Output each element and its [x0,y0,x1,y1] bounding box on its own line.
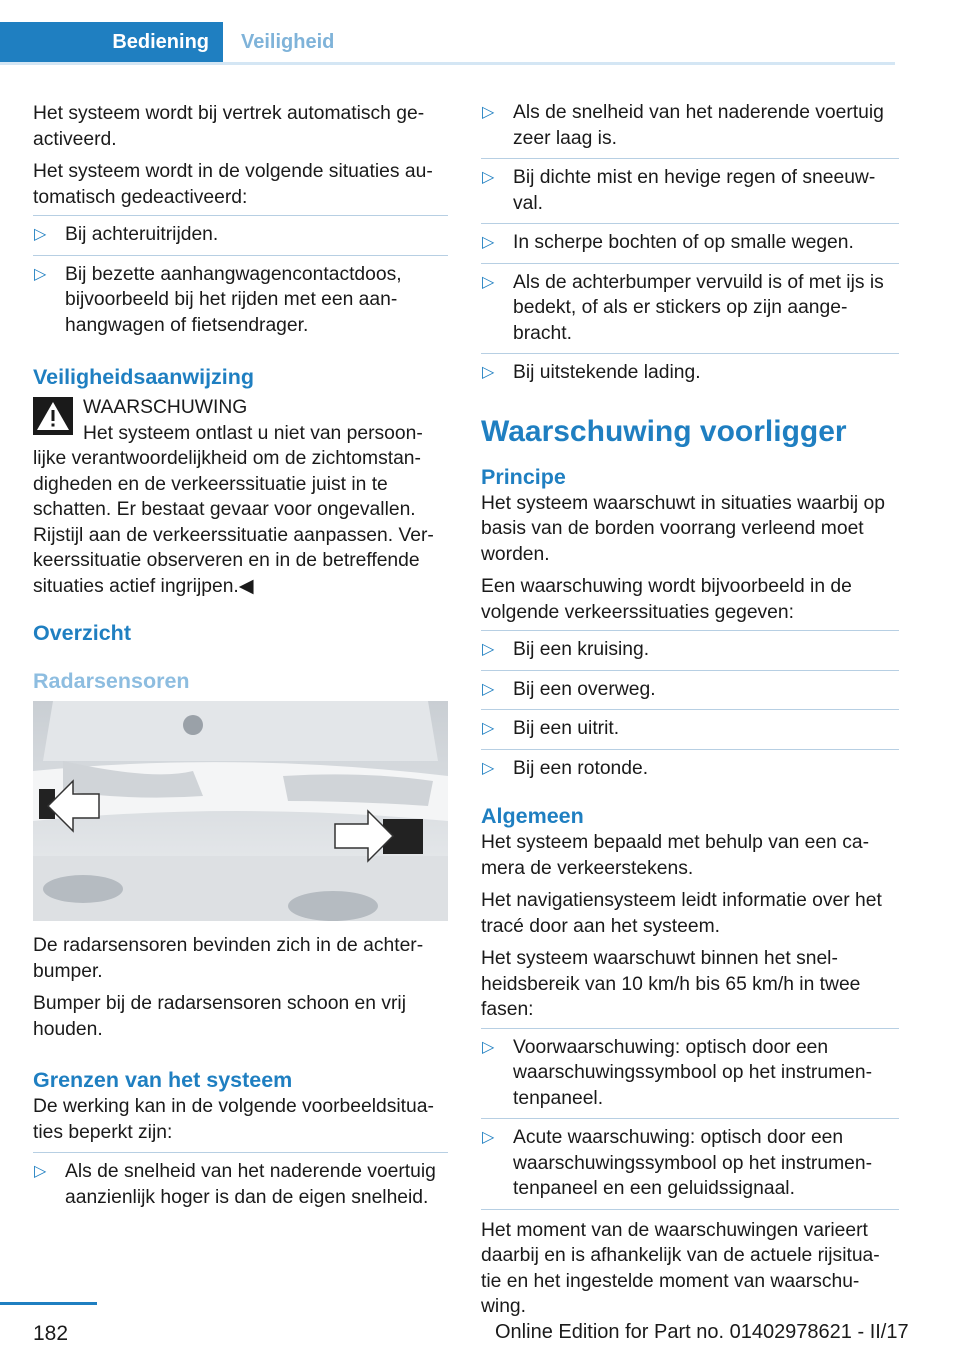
paragraph: Het systeem wordt bij vertrek automatisch ge‐activeerd. [33,103,425,150]
triangle-bullet-icon: ▷ [482,104,495,121]
triangle-bullet-icon: ▷ [482,364,495,381]
list-item-text: Als de snelheid van het naderende voertuig zeer laag is. [513,102,884,149]
triangle-bullet-icon: ▷ [482,1129,495,1146]
list-item-text: Als de snelheid van het naderende voertuig aanzienlijk hoger is dan de eigen snelheid. [65,1161,436,1208]
triangle-bullet-icon: ▷ [34,265,47,283]
heading-general: Algemeen [481,804,584,828]
triangle-bullet-icon: ▷ [482,641,495,658]
warning-title: WAARSCHUWING [83,397,248,418]
edition-note: Online Edition for Part no. 01402978621 - II/17 [495,1321,909,1343]
footer-rule [0,1302,97,1305]
paragraph: Het systeem wordt in de volgende situaties au‐tomatisch gedeactiveerd: [33,161,433,208]
bullet-list [33,1152,448,1217]
list-item-text: Bij een uitrit. [513,718,620,739]
list-item [481,264,899,355]
list-item-text: Als de achterbumper vervuild is of met ijs is bedekt, of als er stickers op zijn aange‐bracht. [513,271,884,344]
list-item [33,215,448,256]
list-item [33,1152,448,1217]
list-item-text: Voorwaarschuwing: optisch door een waarschuwingssymbool op het instrumen‐tenpaneel. [513,1036,873,1109]
list-item-text: Bij uitstekende lading. [513,362,701,383]
triangle-bullet-icon: ▷ [34,1163,47,1180]
triangle-bullet-icon: ▷ [482,1038,495,1056]
warning-text: Het systeem ontlast u niet van persoon‐lijke verantwoordelijkheid om de zichtomstan‐digheden en de verkeerssituatie juist in te schatten. Er bestaat gevaar voor ongevallen. Rijstijl aan de verkeerssituatie aanpassen. Ver‐keerssituatie observeren en in de betreffende situaties actief ingrijpen.◀ [33,422,434,597]
list-item [481,224,899,264]
list-item-text: Bij bezette aanhangwagencontactdoos, bijvoorbeeld bij het rijden met een aan‐hangwagen of fietsendrager. [65,263,402,336]
right-column [481,94,899,1327]
list-item-text: Acute waarschuwing: optisch door een waarschuwingssymbool op het instrumen‐tenpaneel en een geluidssignaal. [513,1127,873,1199]
heading-principle: Principe [481,464,566,489]
tab-bediening[interactable] [0,22,223,62]
heading-safety: Veiligheidsaanwijzing [33,365,255,389]
triangle-bullet-icon: ▷ [482,720,495,737]
heading-radar: Radarsensoren [33,669,190,693]
list-item-text: Bij een kruising. [513,639,650,660]
bullet-list [481,94,899,393]
tab-bediening-label: Bediening [112,31,209,53]
triangle-bullet-icon: ▷ [34,226,47,243]
list-item [33,256,448,346]
list-item-text: Bij dichte mist en hevige regen of sneeuw‐val. [513,167,876,214]
paragraph: De werking kan in de volgende voorbeeldsitua‐ties beperkt zijn: [33,1096,434,1143]
bullet-list [481,630,899,788]
paragraph: De radarsensoren bevinden zich in de achter‐bumper. [33,935,424,982]
triangle-bullet-icon: ▷ [482,273,495,291]
paragraph: Bumper bij de radarsensoren schoon en vrij houden. [33,993,406,1040]
list-item-text: Bij achteruitrijden. [65,224,219,245]
left-column [33,101,448,1217]
list-item [481,671,899,711]
tab-veiligheid[interactable]: Veiligheid [241,31,335,53]
triangle-bullet-icon: ▷ [482,759,495,777]
rear-bumper-image [33,701,448,921]
paragraph: Een waarschuwing wordt bijvoorbeeld in de volgende verkeerssituaties gegeven: [481,576,852,623]
car-rear-illustration [33,701,448,921]
bullet-list [33,215,448,345]
heading-overview: Overzicht [33,621,131,645]
heading-limits: Grenzen van het systeem [33,1068,293,1092]
list-item [481,159,899,224]
list-item [481,630,899,671]
header-tabs [0,22,895,65]
bullet-list [481,1028,899,1210]
paragraph: Het systeem waarschuwt in situaties waarbij op basis van de borden voorrang verleend moet worden. [481,492,886,565]
paragraph: Het systeem waarschuwt binnen het snel‐heidsbereik van 10 km/h bis 65 km/h in twee fasen: [481,948,861,1020]
paragraph: Het navigatiensysteem leidt informatie over het tracé door aan het systeem. [481,890,882,937]
warning-triangle-icon [33,397,73,435]
triangle-bullet-icon: ▷ [482,680,495,698]
list-item [481,354,899,393]
list-item [481,1119,899,1210]
list-item [481,750,899,789]
page-number: 182 [33,1322,69,1345]
warning-block [33,395,448,421]
heading-main: Waarschuwing voorligger [481,414,847,448]
list-item [481,710,899,750]
triangle-bullet-icon: ▷ [482,234,495,251]
triangle-bullet-icon: ▷ [482,169,495,186]
paragraph: Het systeem bepaald met behulp van een ca‐mera de verkeerstekens. [481,832,869,879]
list-item-text: Bij een overweg. [513,678,656,700]
list-item-text: In scherpe bochten of op smalle wegen. [513,232,854,253]
paragraph: Het moment van de waarschuwingen varieert daarbij en is afhankelijk van de actuele rijsitua‐tie en het ingestelde moment van waarschu‐wing. [481,1219,880,1317]
list-item [481,1028,899,1120]
list-item-text: Bij een rotonde. [513,757,649,779]
list-item [481,94,899,159]
